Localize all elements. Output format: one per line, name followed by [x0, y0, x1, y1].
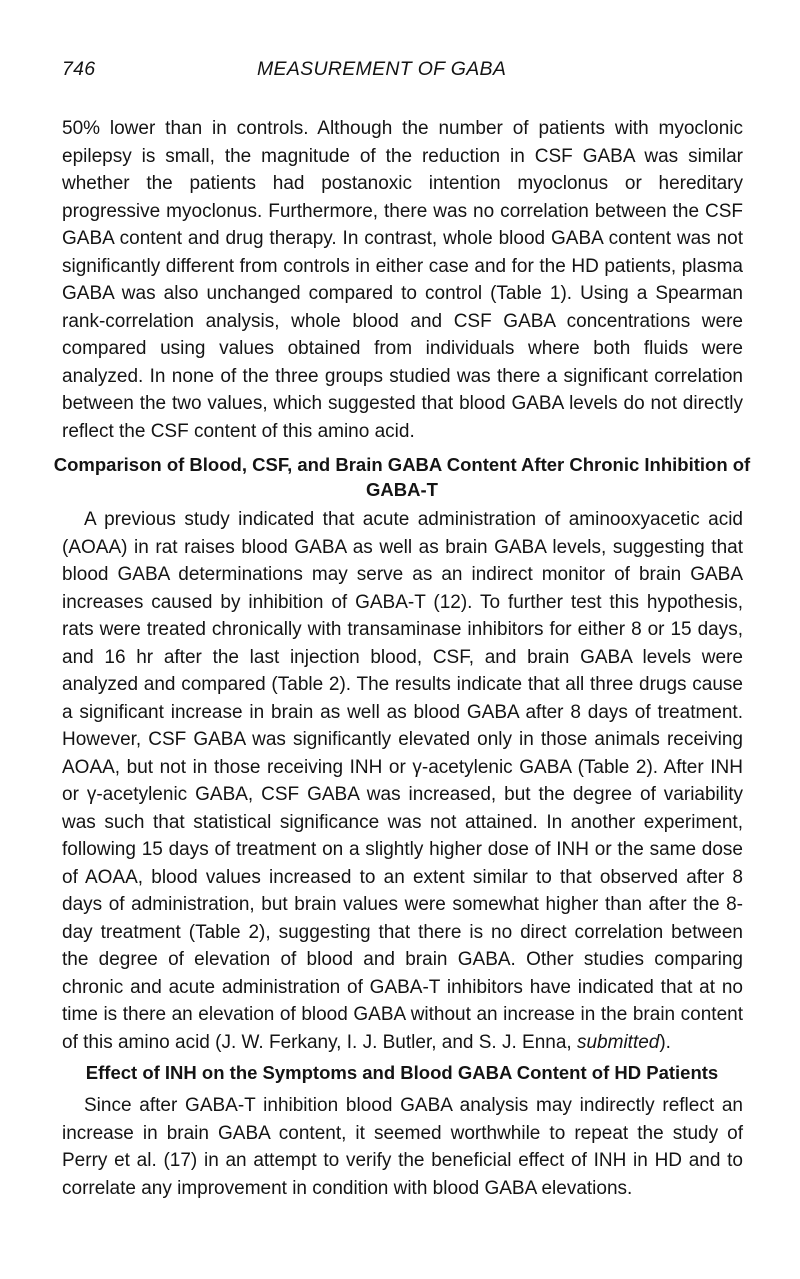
- page-number: 746: [62, 58, 96, 80]
- paragraph-inh-effect: [62, 1092, 743, 1202]
- paragraph-continuation: [62, 115, 743, 445]
- paragraph-text: [62, 506, 743, 1056]
- running-header: [62, 58, 738, 88]
- paragraph-comparison: [62, 506, 743, 1056]
- italic-citation-status: submitted: [576, 1031, 660, 1053]
- paragraph-main-text: A previous study indicated that acute administration of aminooxyacetic acid (AOAA) in rat raises blood GABA as well as brain GABA levels, suggesting that blood GABA determinations may serve as an indirect monitor of brain GABA increases caused by inhibition of GABA-T (12). To further test this hypothesis, rats were treated chronically with transaminase inhibitors for either 8 or 15 days, and 16 hr after the last injection blood, CSF, and brain GABA levels were analyzed and compared (Table 2). The results indicate that all three drugs cause a significant increase in brain as well as blood GABA after 8 days of treatment. However, CSF GABA was significantly elevated only in those animals receiving AOAA, but not in those receiving INH or γ-acetylenic GABA (Table 2). After INH or γ-acetylenic GABA, CSF GABA was increased, but the degree of variability was such that statistical significance was not attained. In another experiment, following 15 days of treatment on a slightly higher dose of INH or the same dose of AOAA, blood values increased to an extent similar to that observed after 8 days of administration, but brain values were somewhat higher than after the 8-day treatment (Table 2), suggesting that there is no direct correlation between the degree of elevation of blood and brain GABA. Other studies comparing chronic and acute administration of GABA-T inhibitors have indicated that at no time is there an elevation of blood GABA without an increase in the brain content of this amino acid (J. W. Ferkany, I. J. Butler, and S. J. Enna,: [62, 509, 743, 1053]
- paragraph-text: 50% lower than in controls. Although the number of patients with myoclonic epilepsy is small, the magnitude of the reduction in CSF GABA was similar whether the patients had postanoxic intention myoclonus or hereditary progressive myoclonus. Furthermore, there was no correlation between the CSF GABA content and drug therapy. In contrast, whole blood GABA content was not significantly different from controls in either case and for the HD patients, plasma GABA was also unchanged compared to control (Table 1). Using a Spearman rank-correlation analysis, whole blood and CSF GABA concentrations were compared using values obtained from individuals where both fluids were analyzed. In none of the three groups studied was there a significant correlation between the two values, which suggested that blood GABA levels do not directly reflect the CSF content of this amino acid.: [62, 118, 743, 442]
- section-heading-inh-effect: Effect of INH on the Symptoms and Blood GABA Content of HD Patients: [85, 1062, 719, 1083]
- paragraph-end-text: ).: [659, 1031, 671, 1053]
- running-title: MEASUREMENT OF GABA: [257, 58, 507, 80]
- paragraph-text: Since after GABA-T inhibition blood GABA analysis may indirectly reflect an increase in brain GABA content, it seemed worthwhile to repeat the study of Perry et al. (17) in an attempt to verify the beneficial effect of INH in HD and to correlate any improvement in condition with blood GABA elevations.: [62, 1095, 743, 1199]
- section-heading-comparison: Comparison of Blood, CSF, and Brain GABA Content After Chronic Inhibition of GABA-T: [53, 454, 751, 500]
